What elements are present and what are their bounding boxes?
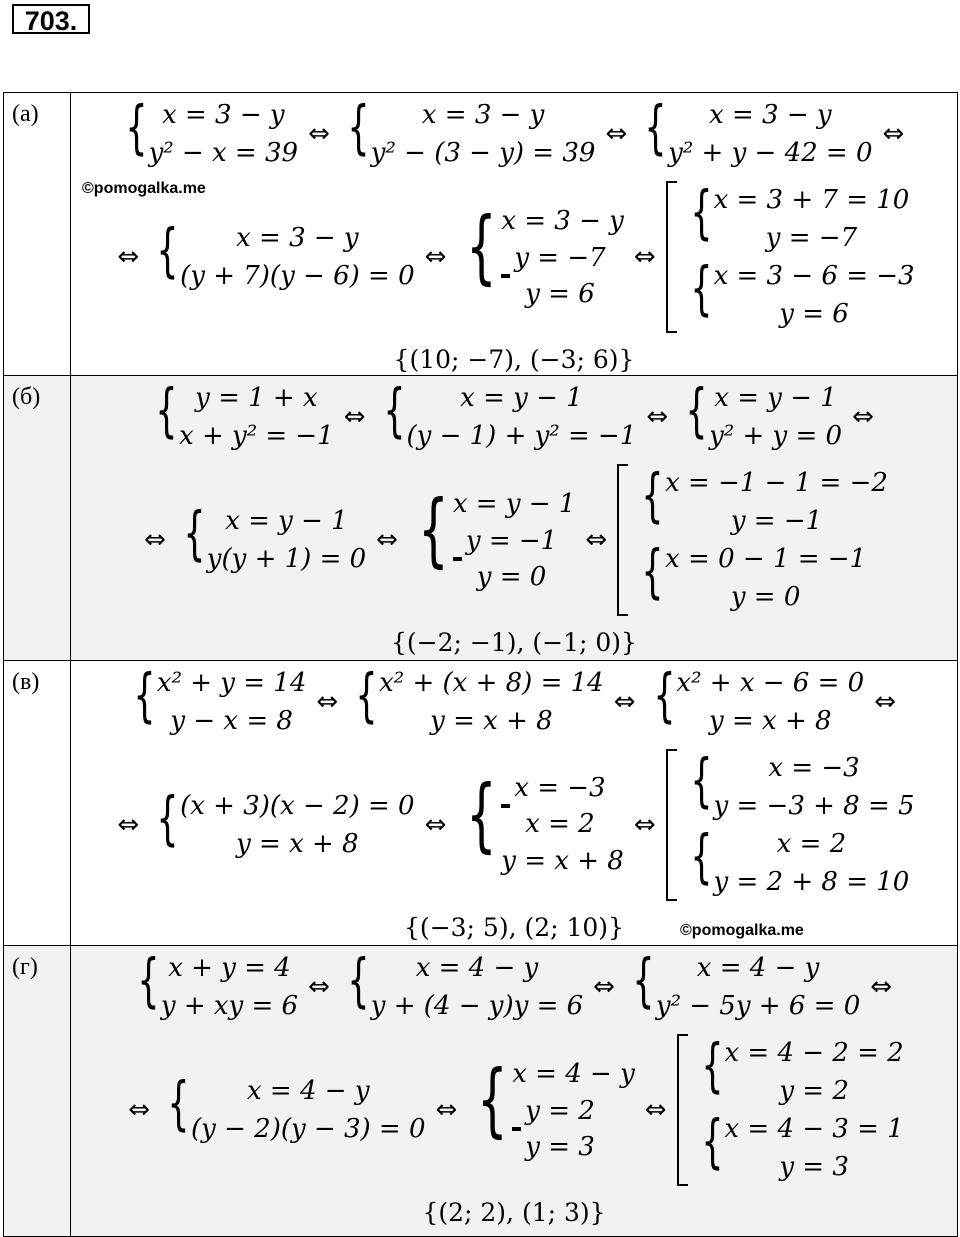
equation: x = y − 1 <box>225 506 348 536</box>
equation: y − x = 8 <box>170 706 293 736</box>
brace-symbol: { <box>347 946 370 1014</box>
brace-symbol: { <box>700 1031 724 1099</box>
brace-symbol: { <box>155 376 178 444</box>
part-solution <box>71 376 958 661</box>
step-line <box>71 456 957 624</box>
system <box>340 93 596 172</box>
equivalence-symbol: ⇔ <box>585 525 608 555</box>
system <box>646 661 865 740</box>
step-line <box>71 376 957 456</box>
equation: x + y² = −1 <box>179 421 334 451</box>
equation: y = −1 <box>465 526 558 556</box>
brace-symbol: { <box>382 376 406 444</box>
equation: x² + x − 6 = 0 <box>676 668 865 698</box>
equation: x = 4 − y <box>415 953 539 983</box>
equation: y = −7 <box>765 223 858 253</box>
equation: y = x + 8 <box>501 846 624 876</box>
equivalence-symbol: ⇔ <box>613 687 636 717</box>
solution-system <box>683 178 915 257</box>
equivalence-symbol: ⇔ <box>316 687 339 717</box>
equation: y(y + 1) = 0 <box>206 544 367 574</box>
equation: y² + y − 42 = 0 <box>668 138 873 168</box>
brace-symbol: { <box>156 216 179 284</box>
step-line <box>71 173 957 341</box>
equation: y = 0 <box>476 562 547 592</box>
equation: (y − 2)(y − 3) = 0 <box>191 1114 426 1144</box>
system <box>625 946 861 1025</box>
solution-system <box>683 746 915 825</box>
step-line <box>71 1026 957 1194</box>
solution-system <box>683 822 915 901</box>
brace-symbol: { <box>167 1069 190 1137</box>
system <box>149 216 415 295</box>
system <box>348 661 604 740</box>
system <box>160 1069 426 1148</box>
equation: y = x + 8 <box>709 706 832 736</box>
brace-symbol: { <box>641 537 664 605</box>
brace-symbol: { <box>690 178 713 246</box>
combined-system: { x = 4 − y y = 2 y = 3 <box>467 1055 634 1165</box>
equation: y = −7 <box>514 243 606 273</box>
equivalence-symbol: ⇔ <box>308 119 330 149</box>
system <box>376 376 637 455</box>
combined-system: { x = y − 1 y = −1 y = 0 <box>408 485 575 595</box>
equation: y² − x = 39 <box>148 138 299 168</box>
brace-symbol: { <box>690 254 713 322</box>
equation: y = 1 + x <box>195 383 318 413</box>
system <box>149 784 415 863</box>
equivalence-symbol: ⇔ <box>874 687 896 717</box>
part-label: (а) <box>4 93 71 376</box>
equation: y = 6 <box>779 299 849 329</box>
solution-system <box>694 1031 904 1110</box>
equation: y = 2 <box>525 1096 595 1126</box>
system <box>340 946 584 1025</box>
equivalence-symbol: ⇔ <box>343 402 366 432</box>
equation: y² − 5y + 6 = 0 <box>655 991 861 1021</box>
equation: x = 2 <box>776 829 847 859</box>
equation: x² + (x + 8) = 14 <box>379 668 604 698</box>
answer: {(−3; 5), (2; 10)} <box>404 913 624 942</box>
step-line <box>71 93 957 173</box>
equivalence-symbol: ⇔ <box>424 810 447 840</box>
equivalence-symbol: ⇔ <box>128 1095 151 1125</box>
brace-symbol: { <box>125 93 148 161</box>
equation: y² + y = 0 <box>709 421 843 451</box>
part-label: (б) <box>4 376 71 661</box>
solution-table <box>3 92 958 1237</box>
equation: x = 4 − 2 = 2 <box>724 1038 904 1068</box>
system <box>678 376 843 455</box>
equation: y + xy = 6 <box>160 991 299 1021</box>
equation: x = −3 <box>514 773 606 803</box>
equation: y = x + 8 <box>236 829 359 859</box>
equivalence-symbol: ⇔ <box>424 242 447 272</box>
equation: x + y = 4 <box>168 953 291 983</box>
equation: x = 3 − y <box>236 223 359 253</box>
brace-symbol: { <box>156 784 179 852</box>
equation: y = 3 <box>525 1132 595 1162</box>
equivalence-symbol: ⇔ <box>852 402 874 432</box>
solution-system <box>634 537 888 616</box>
solution-set <box>677 1031 906 1186</box>
brace-symbol: { <box>183 499 206 567</box>
equation: x = 4 − y <box>512 1059 635 1089</box>
equivalence-symbol: ⇔ <box>633 810 656 840</box>
brace-symbol: { <box>690 822 713 890</box>
equation: x = 4 − 3 = 1 <box>724 1114 904 1144</box>
combined-system: { x = 3 − y y = −7 y = 6 <box>456 202 623 312</box>
solution-set <box>666 178 917 333</box>
equation: x = −1 − 1 = −2 <box>665 468 888 498</box>
step-line <box>71 741 957 909</box>
equivalence-symbol: ⇔ <box>117 242 140 272</box>
part-label: (в) <box>4 661 71 946</box>
equation: x = 0 − 1 = −1 <box>665 544 867 574</box>
equation: y = −1 <box>730 506 823 536</box>
brace-symbol: { <box>347 93 370 161</box>
combined-system: { x = −3 x = 2 y = x + 8 <box>456 770 623 880</box>
watermark: ©pomogalka.me <box>82 180 206 197</box>
equation: y = 2 <box>779 1076 849 1106</box>
system <box>118 93 299 172</box>
equivalence-symbol: ⇔ <box>882 119 905 149</box>
brace-symbol: { <box>137 946 160 1014</box>
brace-symbol: { <box>632 946 655 1014</box>
equivalence-symbol: ⇔ <box>646 402 669 432</box>
equivalence-symbol: ⇔ <box>644 1095 667 1125</box>
equation: (y − 1) + y² = −1 <box>406 421 637 451</box>
equation: (y + 7)(y − 6) = 0 <box>180 261 415 291</box>
equivalence-symbol: ⇔ <box>144 525 166 555</box>
equation: (x + 3)(x − 2) = 0 <box>180 791 415 821</box>
problem-number: 703. <box>12 4 90 34</box>
step-line <box>71 946 957 1026</box>
equation: x = y − 1 <box>452 489 576 519</box>
equation: x² + y = 14 <box>156 668 307 698</box>
brace-symbol: { <box>652 661 676 729</box>
part-solution <box>71 661 958 946</box>
brace-symbol: { <box>641 461 664 529</box>
equation: x = 3 + 7 = 10 <box>713 185 910 215</box>
brace-symbol: { <box>690 746 713 814</box>
system <box>130 946 299 1025</box>
equation: y = 0 <box>730 582 801 612</box>
equation: x = y − 1 <box>460 383 583 413</box>
solution-set <box>666 746 917 901</box>
equation: y = −3 + 8 = 5 <box>713 791 915 821</box>
equivalence-symbol: ⇔ <box>117 810 140 840</box>
solution-set <box>617 461 890 616</box>
equivalence-symbol: ⇔ <box>605 119 628 149</box>
step-line <box>71 661 957 741</box>
part-solution <box>71 946 958 1237</box>
equation: x = −3 <box>768 753 860 783</box>
solution-system <box>694 1107 904 1186</box>
answer: {(−2; −1), (−1; 0)} <box>391 628 637 657</box>
answer: {(2; 2), (1; 3)} <box>422 1198 606 1227</box>
equation: x = 3 − y <box>421 100 545 130</box>
part-label: (г) <box>4 946 71 1237</box>
system <box>637 93 873 172</box>
equivalence-symbol: ⇔ <box>376 525 398 555</box>
equivalence-symbol: ⇔ <box>308 972 330 1002</box>
equation: y = 6 <box>525 279 595 309</box>
brace-symbol: { <box>644 93 667 161</box>
equivalence-symbol: ⇔ <box>593 972 615 1002</box>
brace-symbol: { <box>133 661 156 729</box>
answer: {(10; −7), (−3; 6)} <box>393 345 635 374</box>
equation: x = y − 1 <box>714 383 837 413</box>
equation: y = 3 <box>779 1152 849 1182</box>
equation: y = 2 + 8 = 10 <box>713 867 910 897</box>
equation: x = 4 − y <box>696 953 820 983</box>
equation: y + (4 − y)y = 6 <box>370 991 584 1021</box>
equation: x = 3 − y <box>162 100 285 130</box>
equation: x = 4 − y <box>247 1076 370 1106</box>
equation: x = 3 − y <box>709 100 832 130</box>
equation: x = 3 − 6 = −3 <box>713 261 915 291</box>
solution-system <box>634 461 888 540</box>
equation: x = 3 − y <box>501 206 624 236</box>
brace-symbol: { <box>700 1107 724 1175</box>
solution-system <box>683 254 915 333</box>
equation: y = x + 8 <box>430 706 553 736</box>
system <box>176 499 367 578</box>
system <box>148 376 334 455</box>
part-solution <box>71 93 958 376</box>
equivalence-symbol: ⇔ <box>435 1095 458 1125</box>
equivalence-symbol: ⇔ <box>870 972 893 1002</box>
equation: y² − (3 − y) = 39 <box>370 138 596 168</box>
system <box>126 661 307 740</box>
watermark: ©pomogalka.me <box>680 922 804 939</box>
brace-symbol: { <box>685 376 708 444</box>
equation: x = 2 <box>525 809 595 839</box>
brace-symbol: { <box>355 661 378 729</box>
equivalence-symbol: ⇔ <box>633 242 656 272</box>
